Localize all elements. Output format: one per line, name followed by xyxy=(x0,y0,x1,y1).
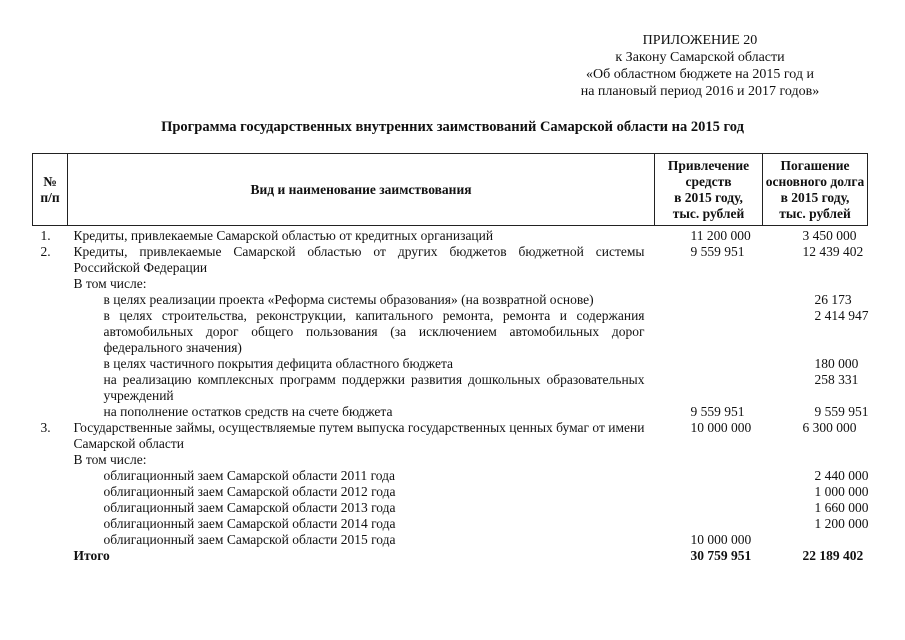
header-name: Вид и наименование заимствования xyxy=(68,154,655,226)
table-row xyxy=(33,372,868,404)
row-name: облигационный заем Самарской области 2012 года xyxy=(103,484,396,499)
table-row xyxy=(33,244,868,276)
table-row xyxy=(33,532,868,548)
row-name: на пополнение остатков средств на счете бюджета xyxy=(103,404,393,419)
table-row xyxy=(33,452,868,468)
row-name: облигационный заем Самарской области 2011 года xyxy=(103,468,396,483)
row-repay: 180 000 xyxy=(814,356,859,371)
table-row xyxy=(33,356,868,372)
row-name: Кредиты, привлекаемые Самарской областью от кредитных организаций xyxy=(73,228,494,243)
row-name: облигационный заем Самарской области 2013 года xyxy=(103,500,396,515)
row-repay: 1 000 000 xyxy=(814,484,869,499)
appendix-law: к Закону Самарской области xyxy=(615,50,785,65)
row-attract: 9 559 951 xyxy=(690,244,745,259)
row-number xyxy=(33,292,68,308)
total-number xyxy=(33,548,68,564)
row-number xyxy=(33,484,68,500)
document-title: Программа государственных внутренних заимствований Самарской области на 2015 год xyxy=(161,119,744,135)
total-attract: 30 759 951 xyxy=(690,548,752,563)
row-repay xyxy=(763,452,868,468)
row-number xyxy=(33,308,68,356)
row-number: 2. xyxy=(40,244,51,259)
row-name: В том числе: xyxy=(73,276,147,291)
row-number: 1. xyxy=(40,228,51,243)
borrowing-program-table xyxy=(32,153,868,564)
table-row xyxy=(33,516,868,532)
row-repay: 12 439 402 xyxy=(802,244,864,259)
row-attract xyxy=(655,276,763,292)
row-attract xyxy=(655,308,763,356)
row-attract xyxy=(655,292,763,308)
table-row xyxy=(33,484,868,500)
row-attract xyxy=(655,500,763,516)
row-attract xyxy=(655,516,763,532)
row-attract: 10 000 000 xyxy=(690,532,752,547)
table-header-row xyxy=(33,154,868,226)
row-number xyxy=(33,468,68,484)
row-repay: 6 300 000 xyxy=(802,420,857,435)
row-repay: 2 414 947 xyxy=(814,308,869,323)
row-name: в целях частичного покрытия дефицита областного бюджета xyxy=(103,356,454,371)
row-name: В том числе: xyxy=(73,452,147,467)
row-repay xyxy=(763,276,868,292)
row-number xyxy=(33,356,68,372)
table-row xyxy=(33,292,868,308)
row-attract xyxy=(655,452,763,468)
table-row xyxy=(33,276,868,292)
row-number xyxy=(33,276,68,292)
row-attract xyxy=(655,356,763,372)
row-name: в целях реализации проекта «Реформа системы образования» (на возвратной основе) xyxy=(103,292,594,307)
row-attract: 9 559 951 xyxy=(690,404,745,419)
row-attract: 10 000 000 xyxy=(690,420,752,435)
row-number xyxy=(33,372,68,404)
header-repay: Погашение основного долга в 2015 году, тыс. рублей xyxy=(763,154,868,226)
row-repay: 9 559 951 xyxy=(814,404,869,419)
row-name: Кредиты, привлекаемые Самарской областью от других бюджетов бюджетной системы Российской Федерации xyxy=(73,244,645,275)
row-name: облигационный заем Самарской области 2014 года xyxy=(103,516,396,531)
appendix-law-period: на плановый период 2016 и 2017 годов» xyxy=(580,84,820,99)
header-attract: Привлечение средств в 2015 году, тыс. рублей xyxy=(655,154,763,226)
row-repay xyxy=(763,532,868,548)
table-row xyxy=(33,308,868,356)
row-number xyxy=(33,532,68,548)
total-row xyxy=(33,548,868,564)
row-number: 3. xyxy=(40,420,51,435)
row-name: в целях строительства, реконструкции, капитального ремонта, ремонта и содержания автомобильных дорог общего пользования (за исключением автомобильных дорог федерального значения) xyxy=(103,308,645,355)
row-attract: 11 200 000 xyxy=(690,228,751,243)
row-attract xyxy=(655,468,763,484)
total-repay: 22 189 402 xyxy=(802,548,864,563)
appendix-header xyxy=(540,32,860,100)
table-row xyxy=(33,226,868,245)
row-repay: 1 660 000 xyxy=(814,500,869,515)
appendix-number: ПРИЛОЖЕНИЕ 20 xyxy=(642,33,758,48)
row-repay: 3 450 000 xyxy=(802,228,857,243)
row-number xyxy=(33,500,68,516)
total-label: Итого xyxy=(73,548,110,563)
table-row xyxy=(33,404,868,420)
row-attract xyxy=(655,484,763,500)
table-row xyxy=(33,420,868,452)
row-number xyxy=(33,452,68,468)
header-number: № п/п xyxy=(33,154,68,226)
row-name: облигационный заем Самарской области 2015 года xyxy=(103,532,396,547)
table-row xyxy=(33,500,868,516)
row-repay: 26 173 xyxy=(814,292,852,307)
row-attract xyxy=(655,372,763,404)
row-name: Государственные займы, осуществляемые путем выпуска государственных ценных бумаг от имени Самарской области xyxy=(73,420,645,451)
row-name: на реализацию комплексных программ поддержки развития дошкольных образовательных учреждений xyxy=(103,372,645,403)
table-row xyxy=(33,468,868,484)
row-repay: 1 200 000 xyxy=(814,516,869,531)
row-repay: 2 440 000 xyxy=(814,468,869,483)
row-repay: 258 331 xyxy=(814,372,859,387)
row-number xyxy=(33,516,68,532)
appendix-law-title: «Об областном бюджете на 2015 год и xyxy=(586,67,814,82)
row-number xyxy=(33,404,68,420)
